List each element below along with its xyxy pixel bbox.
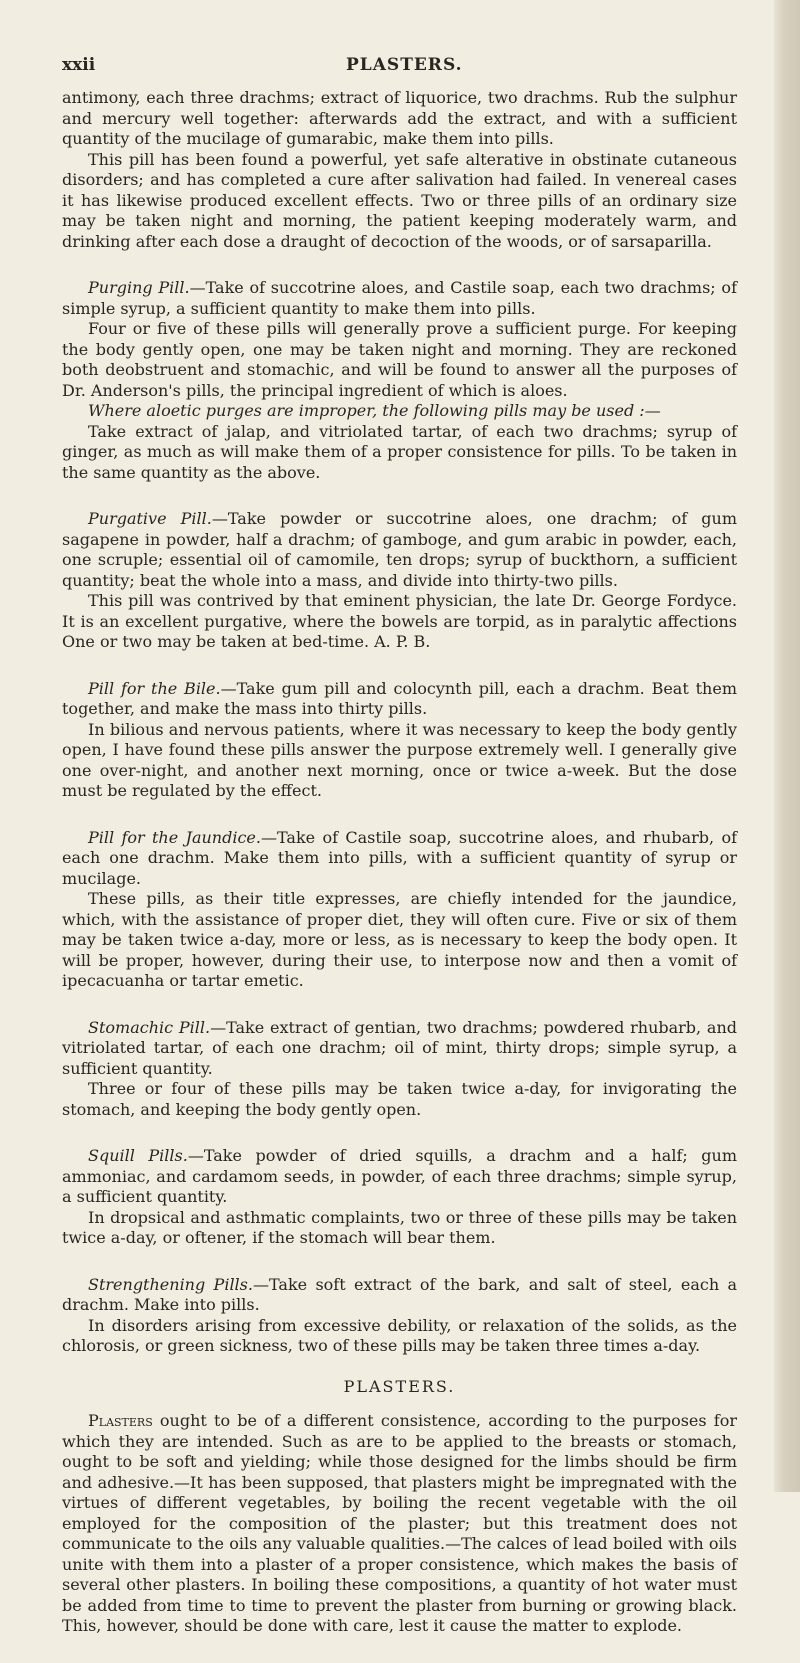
recipe-ingredients: —Take extract of gentian, two drachms; powdered rhubarb, and vitriolated tartar, of each one drachm; oil of mint, thirty drops; simple syrup, a sufficient quantity. [62, 1017, 737, 1078]
recipe-title: Pill for the Jaundice. [88, 827, 261, 847]
recipe-title: Purging Pill. [88, 278, 190, 297]
paragraph: This pill has been found a powerful, yet safe alterative in obstinate cutaneous disorders; and has completed a cure after salivation had failed. In venereal cases it has likewise produced excellent effects. Two or three pills of an ordinary size may be taken night and morning, the patient keeping moderately warm, and drinking after each dose a draught of decoction of the woods, or of sarsaparilla. [62, 149, 737, 251]
lead-word: Plasters [88, 1411, 153, 1430]
recipe-entry [62, 509, 737, 653]
recipe-title: Strengthening Pills. [88, 1274, 253, 1294]
paragraph: Where aloetic purges are improper, the following pills may be used :— [88, 401, 661, 420]
recipe-entry [62, 278, 737, 483]
recipe-lead [62, 509, 737, 591]
recipe-lead [62, 1146, 737, 1208]
recipe-lead [62, 828, 737, 890]
section-body [62, 1411, 737, 1637]
recipe-entry [62, 1275, 737, 1357]
text-body [62, 88, 737, 1663]
paragraph: In disorders arising from excessive debility, or relaxation of the solids, as the chlorosis, or green sickness, two of these pills may be taken three times a-day. [62, 1315, 737, 1355]
page-number: xxii [62, 55, 96, 75]
recipe-ingredients: —Take of succotrine aloes, and Castile soap, each two drachms; of simple syrup, a sufficient quantity to make them into pills. [62, 278, 737, 318]
recipe-entry [62, 1018, 737, 1121]
section-heading: PLASTERS. [343, 1376, 456, 1396]
continued-entry [62, 88, 737, 252]
paragraph: These pills, as their title expresses, are chiefly intended for the jaundice, which, with the assistance of proper diet, they will often cure. Five or six of them may be taken twice a-day, more or less, as is necessary to keep the body open. It will be proper, however, during their use, to interpose now and then a vomit of ipecacuanha or tartar emetic. [62, 889, 737, 990]
recipe-ingredients: —Take powder or succotrine aloes, one drachm; of gum sagapene in powder, half a drachm; of gamboge, and gum arabic in powder, each, one scruple; essential oil of camomile, ten drops; syrup of buckthorn, a sufficient quantity; beat the whole into a mass, and divide into thirty-two pills. [62, 509, 738, 590]
recipe-entry [62, 828, 737, 992]
section-text: ought to be of a different consistence, according to the purposes for which they are intended. Such as are to be applied to the breasts or stomach, ought to be soft and yielding; while those designed for the limbs should be firm and adhesive.—It has been supposed, that plasters might be impregnated with the virtues of different vegetables, by boiling the recent vegetable with the oil employed for the composition of the plaster; but this treatment does not communicate to the oils any valuable qualities.—The calces of lead boiled with oils unite with them into a plaster of a proper consistence, which makes the basis of several other plasters. In boiling these compositions, a quantity of hot water must be added from time to time to prevent the plaster from burning or growing black. This, however, should be done with care, lest it cause the matter to explode. [62, 1411, 737, 1635]
recipe-ingredients: —Take powder of dried squills, a drachm and a half; gum ammoniac, and cardamom seeds, in powder, of each three drachms; simple syrup, a sufficient quantity. [62, 1146, 738, 1206]
recipe-ingredients: —Take soft extract of the bark, and salt of steel, each a drachm. Make into pills. [62, 1274, 737, 1314]
paragraph: Four or five of these pills will generally prove a sufficient purge. For keeping the body gently open, one may be taken night and morning. They are reckoned both deobstruent and stomachic, and will be found to answer all the purposes of Dr. Anderson's pills, the principal ingredient of which is aloes. [62, 319, 737, 400]
recipe-ingredients: —Take of Castile soap, succotrine aloes, and rhubarb, of each one drachm. Make them into pills, with a sufficient quantity of syrup or mucilage. [62, 827, 738, 888]
running-head: PLASTERS. [346, 55, 463, 75]
paragraph: Take extract of jalap, and vitriolated tartar, of each two drachms; syrup of ginger, as much as will make them of a proper consistence for pills. To be taken in the same quantity as the above. [62, 421, 737, 482]
recipe-entry [62, 1146, 737, 1249]
recipe-title: Squill Pills. [88, 1146, 188, 1165]
recipe-lead [62, 278, 737, 319]
recipe-title: Pill for the Bile. [88, 678, 221, 698]
recipe-lead [62, 1275, 737, 1316]
paragraph: In bilious and nervous patients, where it was necessary to keep the body gently open, I have found these pills answer the purpose extremely well. I generally give one over-night, and another next morning, once or twice a-week. But the dose must be regulated by the effect. [62, 719, 737, 800]
recipe-ingredients: —Take gum pill and colocynth pill, each a drachm. Beat them together, and make the mass into thirty pills. [62, 678, 737, 718]
recipe-entry [62, 679, 737, 802]
recipe-lead [62, 1018, 737, 1080]
paragraph: In dropsical and asthmatic complaints, two or three of these pills may be taken twice a-day, or oftener, if the stomach will bear them. [62, 1207, 737, 1247]
paragraph [62, 1411, 737, 1637]
page-edge [774, 0, 800, 1492]
paragraph: Three or four of these pills may be taken twice a-day, for invigorating the stomach, and keeping the body gently open. [62, 1079, 737, 1119]
paragraph: This pill was contrived by that eminent physician, the late Dr. George Fordyce. It is an excellent purgative, where the bowels are torpid, as in paralytic affections One or two may be taken at bed-time. A. P. B. [62, 591, 737, 651]
page-header [62, 55, 742, 81]
recipe-lead [62, 679, 737, 720]
recipe-title: Stomachic Pill. [88, 1017, 211, 1037]
paragraph: antimony, each three drachms; extract of liquorice, two drachms. Rub the sulphur and mercury well together: afterwards add the extract, and with a sufficient quantity of the mucilage of gumarabic, make them into pills. [62, 88, 737, 148]
recipe-title: Purgative Pill. [88, 509, 212, 528]
